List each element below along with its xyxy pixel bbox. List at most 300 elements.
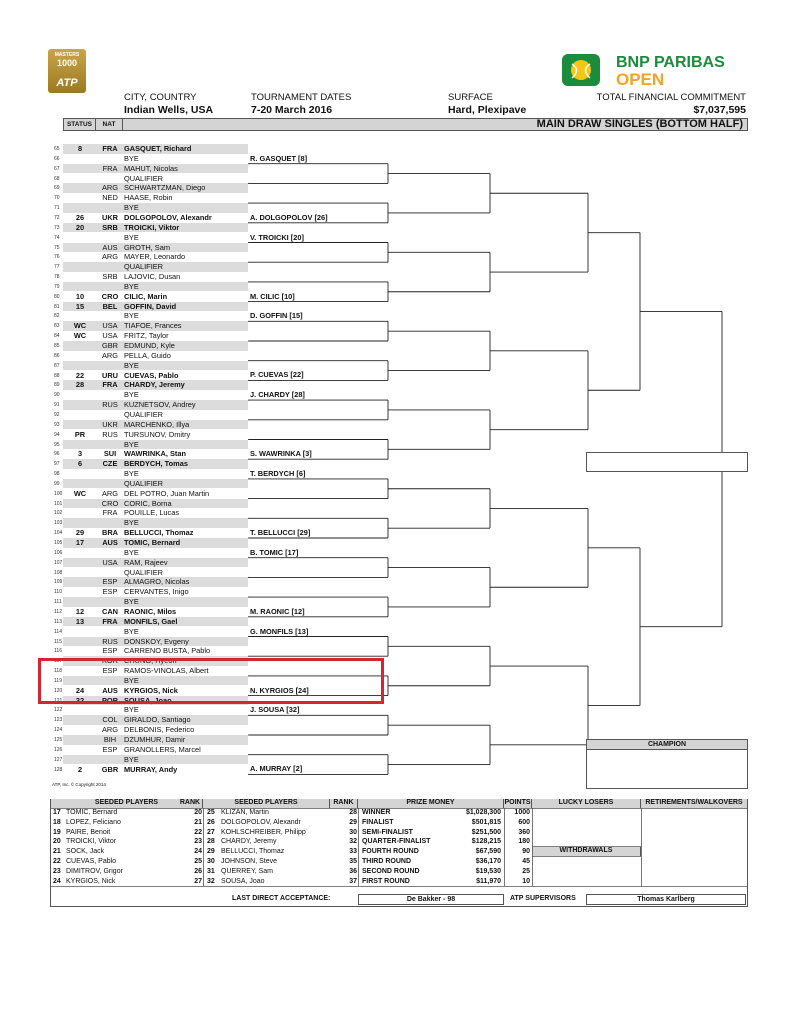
draw-position: 109 — [54, 579, 63, 586]
draw-position: 105 — [54, 540, 63, 546]
second-round-entry: M. CILIC [10] — [250, 291, 295, 301]
entry-player-name: DONSKOY, Evgeny — [124, 636, 189, 646]
prize-money: $251,500 — [471, 828, 501, 836]
prize-round: QUARTER-FINALIST — [362, 838, 431, 846]
prize-points: 360 — [518, 828, 530, 836]
entry-status: 6 — [77, 459, 83, 469]
entry-player-name: BYE — [124, 675, 139, 685]
entry-player-name: BYE — [124, 518, 139, 528]
seed-rank: 28 — [349, 809, 357, 816]
entry-nationality: AUS — [102, 538, 118, 547]
second-round-entry: T. BELLUCCI [29] — [250, 528, 311, 537]
seed-number: 26 — [207, 818, 215, 826]
entry-nationality: ARG — [101, 488, 118, 498]
draw-position: 119 — [54, 677, 62, 684]
draw-position: 79 — [54, 283, 60, 290]
entry-nationality: ESP — [102, 577, 118, 587]
entry-player-name: BYE — [124, 311, 139, 321]
entry-player-name: QUALIFIER — [124, 409, 164, 419]
draw-position: 107 — [54, 559, 63, 566]
draw-position: 68 — [54, 175, 60, 182]
commitment-label: TOTAL FINANCIAL COMMITMENT — [596, 92, 746, 103]
draw-position: 87 — [54, 362, 60, 369]
entry-nationality: AUS — [102, 685, 118, 695]
entry-nationality: ESP — [102, 587, 118, 597]
seed-rank: 37 — [349, 877, 357, 885]
entry-player-name: BYE — [124, 705, 139, 715]
entry-nationality: CRO — [101, 498, 119, 508]
draw-position: 120 — [54, 687, 63, 694]
draw-position: 77 — [54, 264, 60, 271]
draw-position: 76 — [54, 254, 60, 261]
seeded-players-header-left: SEEDED PLAYERS — [51, 799, 203, 808]
entry-nationality: NED — [102, 193, 118, 203]
entry-player-name: WAWRINKA, Stan — [124, 449, 186, 459]
entry-player-name: BYE — [124, 547, 139, 557]
lucky-losers-header: LUCKY LOSERS — [532, 799, 641, 808]
entry-player-name: CHARDY, Jeremy — [124, 380, 185, 390]
draw-position: 108 — [54, 569, 63, 576]
seed-player-name: QUERREY, Sam — [221, 867, 273, 875]
draw-position: 97 — [54, 461, 60, 468]
entry-player-name: TOMIC, Bernard — [124, 538, 181, 547]
entry-status: 15 — [75, 301, 85, 311]
prize-round: FOURTH ROUND — [362, 848, 419, 856]
draw-position: 71 — [54, 205, 60, 212]
second-round-entry: P. CUEVAS [22] — [250, 370, 304, 380]
draw-position: 78 — [54, 274, 60, 281]
entry-nationality: ARG — [101, 183, 118, 193]
entry-player-name: MARCHENKO, Illya — [124, 419, 190, 429]
prize-round: FIRST ROUND — [362, 877, 410, 885]
seed-player-name: BELLUCCI, Thomaz — [221, 848, 285, 856]
seed-number: 32 — [207, 877, 215, 885]
seed-rank: 33 — [349, 848, 357, 856]
entry-player-name: BYE — [124, 597, 139, 607]
entry-player-name: CARRENO BUSTA, Pablo — [124, 646, 211, 656]
draw-position: 96 — [54, 451, 60, 458]
entry-status: 3 — [77, 449, 83, 459]
draw-position: 106 — [54, 549, 63, 556]
entry-status: 28 — [75, 380, 85, 390]
second-round-entry: J. SOUSA [32] — [250, 705, 300, 715]
entry-status: 2 — [77, 764, 83, 774]
second-round-entry: V. TROICKI [20] — [250, 232, 304, 242]
entry-status: 20 — [75, 222, 85, 232]
entry-nationality: POR — [101, 695, 118, 705]
entry-player-name: CERVANTES, Inigo — [124, 587, 189, 597]
entry-player-name: BYE — [124, 360, 139, 370]
draw-position: 128 — [54, 766, 63, 773]
points-header: POINTS — [504, 799, 531, 806]
prize-money: $1,028,300 — [465, 809, 501, 816]
atp-masters-text: MASTERS — [54, 52, 80, 58]
entry-nationality: ESP — [102, 646, 118, 656]
entry-nationality: FRA — [102, 163, 118, 173]
prize-points: 600 — [518, 818, 530, 826]
entry-status: PR — [74, 429, 86, 439]
entry-nationality: BIH — [103, 735, 117, 744]
withdrawals-header: WITHDRAWALS — [532, 847, 641, 856]
seed-rank: 36 — [349, 867, 357, 875]
nat-column-header: NAT — [96, 119, 123, 130]
prize-points: 180 — [518, 838, 530, 846]
retirements-header: RETIREMENTS/WALKOVERS — [641, 799, 747, 808]
draw-position: 66 — [54, 155, 60, 162]
draw-position: 100 — [54, 490, 63, 497]
entry-status: 24 — [75, 685, 85, 695]
entry-nationality: ESP — [102, 744, 118, 754]
entry-player-name: MAYER, Leonardo — [124, 252, 186, 262]
second-round-entry: G. MONFILS [13] — [250, 626, 309, 636]
entry-player-name: BYE — [124, 626, 139, 636]
seed-rank: 30 — [349, 828, 357, 836]
entry-player-name: EDMUND, Kyle — [124, 341, 175, 350]
entry-status: 13 — [75, 616, 85, 626]
seed-player-name: KOHLSCHREIBER, Philipp — [221, 828, 306, 836]
draw-position: 102 — [54, 510, 63, 517]
seed-player-name: TROICKI, Viktor — [66, 838, 117, 846]
draw-position: 88 — [54, 372, 60, 379]
entry-nationality: COL — [102, 715, 118, 725]
seed-number: 31 — [207, 867, 215, 875]
seed-number: 30 — [207, 858, 215, 865]
entry-nationality: UKR — [101, 212, 118, 222]
draw-position: 91 — [54, 402, 60, 409]
seed-number: 25 — [207, 809, 215, 816]
entry-player-name: RAMOS-VINOLAS, Albert — [124, 666, 209, 676]
entry-nationality: RUS — [102, 400, 118, 410]
seed-number: 18 — [53, 818, 61, 826]
seed-rank: 22 — [194, 828, 202, 836]
entry-player-name: BYE — [124, 232, 139, 242]
draw-position: 125 — [54, 737, 63, 743]
seed-rank: 21 — [194, 818, 202, 826]
entry-player-name: TURSUNOV, Dmitry — [124, 429, 191, 439]
seed-rank: 20 — [194, 809, 202, 816]
entry-status: 8 — [77, 144, 83, 153]
atp-text: ATP — [56, 77, 78, 89]
seed-rank: 25 — [194, 858, 202, 865]
prize-money: $501,815 — [471, 818, 501, 826]
second-round-entry: R. GASQUET [8] — [250, 153, 308, 163]
seed-number: 20 — [53, 838, 61, 846]
entry-player-name: BYE — [124, 390, 139, 400]
entry-nationality: ARG — [101, 725, 118, 735]
seed-rank: 26 — [194, 867, 202, 875]
entry-player-name: SCHWARTZMAN, Diego — [124, 183, 206, 193]
city-label: CITY, COUNTRY — [124, 92, 197, 103]
seed-player-name: KLIZAN, Martin — [221, 809, 269, 816]
draw-position: 86 — [54, 352, 60, 359]
entry-player-name: POUILLE, Lucas — [124, 508, 180, 518]
draw-position: 115 — [54, 638, 62, 645]
seed-number: 27 — [207, 828, 215, 836]
draw-position: 90 — [54, 392, 60, 399]
draw-position: 126 — [54, 746, 63, 753]
draw-position: 95 — [54, 441, 60, 448]
draw-position: 85 — [54, 343, 60, 349]
entry-player-name: MAHUT, Nicolas — [124, 163, 178, 173]
prize-points: 45 — [522, 858, 530, 865]
entry-player-name: ALMAGRO, Nicolas — [124, 577, 190, 587]
draw-position: 89 — [54, 382, 60, 389]
copyright: ATP, Inc. © Copyright 2014 — [52, 782, 106, 787]
draw-position: 116 — [54, 648, 62, 655]
bnp-logo-line1: BNP PARIBAS — [616, 54, 725, 71]
entry-player-name: BERDYCH, Tomas — [124, 459, 188, 469]
prize-points: 10 — [522, 877, 530, 885]
draw-position: 123 — [54, 717, 63, 724]
entry-player-name: GRANOLLERS, Marcel — [124, 744, 201, 754]
entry-status: 32 — [75, 695, 85, 705]
entry-status: 12 — [75, 606, 85, 616]
draw-position: 127 — [54, 756, 63, 763]
entry-nationality: USA — [102, 557, 118, 567]
entry-player-name: BYE — [124, 281, 139, 291]
draw-position: 84 — [54, 333, 60, 340]
seed-number: 17 — [53, 809, 61, 816]
entry-nationality: BRA — [101, 528, 118, 538]
seed-player-name: CHARDY, Jeremy — [221, 838, 277, 846]
entry-nationality: ESP — [102, 666, 118, 676]
second-round-entry: M. RAONIC [12] — [250, 606, 305, 616]
last-direct-acceptance-value: De Bakker - 98 — [358, 894, 504, 905]
entry-player-name: QUALIFIER — [124, 173, 164, 183]
draw-position: 112 — [54, 608, 62, 615]
draw-position: 72 — [54, 214, 60, 221]
entry-player-name: BELLUCCI, Thomaz — [124, 528, 194, 538]
entry-player-name: MONFILS, Gael — [124, 616, 178, 626]
second-round-entry: N. KYRGIOS [24] — [250, 685, 309, 695]
entry-nationality: CZE — [102, 459, 118, 469]
seed-player-name: SOUSA, Joao — [221, 877, 265, 885]
entry-nationality: USA — [102, 321, 118, 331]
seed-player-name: JOHNSON, Steve — [221, 858, 278, 865]
entry-nationality: FRA — [102, 144, 118, 153]
draw-position: 111 — [54, 599, 62, 606]
entry-player-name: GROTH, Sam — [124, 242, 170, 252]
atp-supervisors-value: Thomas Karlberg — [586, 894, 746, 905]
entry-player-name: KUZNETSOV, Andrey — [124, 400, 196, 410]
draw-position: 101 — [54, 500, 63, 507]
prize-round: THIRD ROUND — [362, 858, 411, 865]
seed-rank: 24 — [194, 848, 202, 856]
draw-position: 94 — [54, 431, 60, 438]
seed-rank: 35 — [349, 858, 357, 865]
entry-player-name: CILIC, Marin — [124, 291, 168, 301]
entry-nationality: SRB — [102, 272, 118, 282]
second-round-entry: J. CHARDY [28] — [250, 390, 305, 400]
entry-nationality: RUS — [102, 429, 118, 439]
entry-nationality: BEL — [102, 301, 118, 311]
surface-label: SURFACE — [448, 92, 493, 103]
entry-player-name: GOFFIN, David — [124, 301, 177, 311]
prize-round: SEMI-FINALIST — [362, 828, 413, 836]
prize-money-header: PRIZE MONEY — [358, 799, 504, 808]
entry-nationality: FRA — [102, 508, 118, 518]
draw-position: 114 — [54, 628, 62, 635]
entry-status: 22 — [75, 370, 85, 380]
entry-nationality: RUS — [102, 636, 118, 646]
draw-position: 75 — [54, 244, 60, 251]
entry-player-name: TROICKI, Viktor — [124, 222, 180, 232]
entry-player-name: BYE — [124, 469, 139, 479]
entry-player-name: RAM, Rajeev — [124, 557, 168, 567]
draw-position: 80 — [54, 293, 60, 300]
second-round-entry: T. BERDYCH [6] — [250, 468, 306, 478]
entry-nationality: CRO — [101, 291, 119, 301]
entry-nationality: URU — [101, 370, 118, 380]
last-direct-acceptance-label: LAST DIRECT ACCEPTANCE: — [232, 895, 331, 902]
entry-player-name: SOUSA, Joao — [124, 695, 172, 705]
seed-number: 24 — [53, 877, 61, 885]
draw-position: 74 — [54, 234, 60, 241]
champion-label: CHAMPION — [586, 739, 748, 750]
entry-player-name: KYRGIOS, Nick — [124, 685, 178, 695]
seed-number: 23 — [53, 867, 61, 875]
prize-round: FINALIST — [362, 818, 394, 826]
dates-label: TOURNAMENT DATES — [251, 92, 352, 103]
seed-number: 21 — [53, 848, 61, 856]
prize-points: 90 — [522, 848, 530, 856]
draw-position: 82 — [54, 313, 60, 320]
entry-status: WC — [73, 488, 87, 498]
seed-player-name: DOLGOPOLOV, Alexandr — [221, 818, 301, 826]
entry-nationality: AUS — [102, 242, 118, 252]
seed-rank: 32 — [349, 838, 357, 846]
seed-player-name: CUEVAS, Pablo — [66, 858, 117, 865]
entry-nationality: GBR — [101, 764, 119, 774]
prize-round: SECOND ROUND — [362, 867, 420, 875]
bnp-logo-line2: OPEN — [616, 70, 665, 89]
entry-player-name: BYE — [124, 153, 139, 163]
prize-money: $67,590 — [475, 848, 501, 856]
seeded-players-header-right: SEEDED PLAYERS — [203, 799, 330, 808]
second-round-entry: A. DOLGOPOLOV [26] — [250, 212, 328, 222]
entry-player-name: QUALIFIER — [124, 262, 164, 272]
prize-money: $36,170 — [475, 858, 501, 865]
dates-value: 7-20 March 2016 — [251, 104, 333, 116]
entry-player-name: DZUMHUR, Damir — [124, 735, 186, 744]
draw-position: 67 — [54, 165, 60, 172]
entry-player-name: DELBONIS, Federico — [124, 725, 195, 735]
seed-number: 22 — [53, 858, 61, 865]
second-round-entry: A. MURRAY [2] — [250, 764, 303, 774]
prize-points: 25 — [522, 867, 530, 875]
prize-round: WINNER — [362, 809, 391, 816]
draw-position: 122 — [54, 707, 63, 714]
seed-number: 19 — [53, 828, 61, 836]
entry-nationality: SUI — [103, 449, 117, 459]
seed-player-name: PAIRE, Benoit — [66, 828, 111, 836]
entry-player-name: HAASE, Robin — [124, 193, 173, 203]
draw-position: 113 — [54, 618, 62, 625]
draw-position: 103 — [54, 520, 63, 527]
second-round-entry: S. WAWRINKA [3] — [250, 449, 312, 459]
entry-player-name: MURRAY, Andy — [124, 764, 178, 774]
status-column-header: STATUS — [64, 119, 96, 130]
entry-player-name: TIAFOE, Frances — [124, 321, 182, 331]
draw-position: 110 — [54, 589, 62, 596]
rank-header-left: RANK — [178, 799, 203, 808]
entry-nationality: USA — [102, 331, 118, 341]
entry-status: 29 — [75, 528, 85, 538]
second-round-entry: D. GOFFIN [15] — [250, 311, 303, 321]
entry-status: WC — [73, 331, 87, 341]
city-value: Indian Wells, USA — [124, 104, 214, 116]
atp-supervisors-label: ATP SUPERVISORS — [510, 895, 576, 902]
entry-nationality: KOR — [101, 656, 118, 666]
entry-player-name: BYE — [124, 754, 139, 764]
seed-number: 29 — [207, 848, 215, 856]
entry-player-name: QUALIFIER — [124, 478, 164, 488]
seed-rank: 23 — [194, 838, 202, 846]
entry-player-name: DEL POTRO, Juan Martin — [124, 488, 210, 498]
prize-points: 1000 — [514, 809, 530, 816]
seed-number: 28 — [207, 838, 215, 846]
draw-position: 73 — [54, 224, 60, 231]
draw-position: 65 — [54, 146, 60, 152]
surface-value: Hard, Plexipave — [448, 104, 527, 116]
entry-player-name: CUEVAS, Pablo — [124, 370, 179, 380]
entry-nationality: UKR — [102, 419, 118, 429]
entry-player-name: QUALIFIER — [124, 567, 164, 577]
entry-nationality: SRB — [102, 222, 118, 232]
draw-position: 70 — [54, 195, 60, 202]
draw-position: 83 — [54, 323, 60, 330]
entry-status: 10 — [75, 291, 85, 301]
entry-nationality: FRA — [102, 616, 118, 626]
entry-player-name: CHUNG, Hyeon — [124, 656, 177, 666]
draw-title: MAIN DRAW SINGLES (BOTTOM HALF) — [536, 118, 743, 130]
entry-player-name: BYE — [124, 439, 139, 449]
second-round-entry: B. TOMIC [17] — [250, 547, 299, 557]
entry-nationality: FRA — [102, 380, 118, 390]
entry-player-name: FRITZ, Taylor — [124, 331, 169, 341]
entry-player-name: DOLGOPOLOV, Alexandr — [124, 212, 212, 222]
rank-header-right: RANK — [330, 799, 358, 808]
entry-nationality: GBR — [101, 341, 118, 350]
entry-status: WC — [73, 321, 87, 331]
atp-1000-text: 1000 — [56, 58, 78, 68]
draw-position: 93 — [54, 421, 60, 428]
draw-position: 118 — [54, 668, 62, 675]
draw-position: 99 — [54, 480, 60, 487]
commitment-value: $7,037,595 — [693, 104, 746, 116]
entry-player-name: PELLA, Guido — [124, 350, 171, 360]
seed-player-name: KYRGIOS, Nick — [66, 877, 116, 885]
entry-status: 26 — [75, 212, 85, 222]
entry-nationality: CAN — [101, 606, 118, 616]
entry-nationality: ARG — [101, 252, 118, 262]
entry-status: 17 — [75, 538, 85, 547]
seed-rank: 27 — [194, 877, 202, 885]
draw-position: 69 — [54, 185, 60, 192]
entry-player-name: LAJOVIC, Dusan — [124, 272, 181, 282]
prize-money: $128,215 — [471, 838, 501, 846]
seed-player-name: DIMITROV, Grigor — [66, 867, 123, 875]
prize-money: $11,970 — [476, 877, 501, 885]
entry-player-name: BYE — [124, 203, 139, 213]
draw-position: 81 — [54, 303, 60, 310]
draw-position: 92 — [54, 411, 60, 418]
seed-rank: 29 — [349, 818, 357, 826]
draw-position: 121 — [54, 697, 63, 704]
entry-nationality: ARG — [101, 350, 118, 360]
seed-player-name: LOPEZ, Feliciano — [66, 818, 121, 826]
seed-player-name: TOMIC, Bernard — [66, 809, 118, 816]
